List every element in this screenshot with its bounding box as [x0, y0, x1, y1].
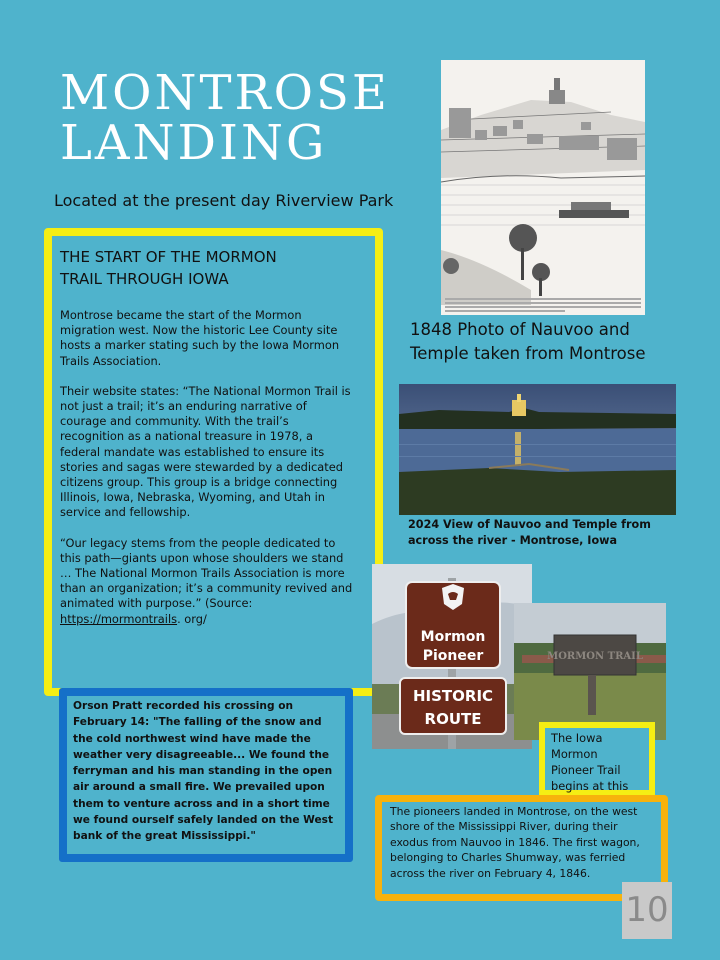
orson-pratt-box [59, 688, 353, 862]
mormon-trail-marker-photo [514, 603, 666, 740]
trail-begins-box [539, 722, 655, 796]
trail-paragraph-3 [60, 536, 353, 627]
sign-line-4: ROUTE [424, 710, 482, 728]
sign-line-2: Pioneer [422, 648, 484, 664]
page-title [60, 65, 430, 171]
title-line-2: LANDING [60, 115, 328, 171]
title-line-1: MONTROSE [60, 65, 390, 121]
trail-paragraph-1: Montrose became the start of the Mormon migration west. Now the historic Lee County site hosts a marker stating such by the Iowa Mormon Trails Association. [60, 308, 340, 368]
subtitle: Located at the present day Riverview Park [54, 191, 394, 210]
caption-2024-photo: 2024 View of Nauvoo and Temple from across the river - Montrose, Iowa [408, 518, 651, 547]
trail-heading-line-2: TRAIL THROUGH IOWA [60, 270, 229, 288]
nauvoo-1848-engraving [441, 60, 645, 315]
river-photo-illustration [399, 384, 676, 515]
trail-heading [60, 246, 353, 290]
sign-line-3: HISTORIC [412, 687, 494, 705]
pioneers-landed-text: The pioneers landed in Montrose, on the west shore of the Mississippi River, during their exodus from Nauvoo in 1846. The first wagon, belonging to Charles Shumway, was ferried across the river on February 4, 1846. [390, 805, 640, 880]
engraving-illustration [441, 60, 645, 315]
sign-line-1: Mormon [420, 629, 486, 645]
trail-paragraph-3-text: “Our legacy stems from the people dedicated to this path—giants upon whose shoulders we stand … The National Mormon Trails Association is more than an organization; it’s a community revived and animated with purpose.” (Source: [60, 535, 353, 611]
marker-text: MORMON TRAIL [547, 651, 643, 662]
page-number: 10 [622, 882, 672, 939]
source-link[interactable]: https://mormontrails [60, 611, 178, 626]
nauvoo-2024-photo [399, 384, 676, 515]
sign-photo-illustration [372, 564, 532, 749]
marker-photo-illustration [514, 603, 666, 740]
orson-pratt-quote: Orson Pratt recorded his crossing on February 14: "The falling of the snow and the cold northwest wind have made the weather very disagreeable... We found the ferryman and his man standing in the open air around a small fire. We prevailed upon them to venture across and in a short time we found ourself safely landed on the West bank of the great Mississippi." [73, 700, 334, 843]
trail-heading-line-1: THE START OF THE MORMON [60, 248, 277, 266]
trail-info-box [44, 228, 383, 696]
caption-1848-photo: 1848 Photo of Nauvoo and Temple taken from Montrose [410, 320, 646, 363]
mormon-pioneer-sign-photo [372, 564, 532, 749]
source-link-tail: . org/ [177, 611, 207, 626]
trail-begins-text: The Iowa Mormon Pioneer Trail begins at this [551, 731, 629, 793]
trail-paragraph-2: Their website states: “The National Mormon Trail is not just a trail; it’s an enduring narrative of courage and community. With the trail’s recognition as a national treasure in 1978, a federal mandate was established to ensure its stories and sagas were stewarded by a dedicated citizens group. This group is a bridge connecting Illinois, Iowa, Nebraska, Wyoming, and Utah in service and fellowship. [60, 383, 351, 520]
